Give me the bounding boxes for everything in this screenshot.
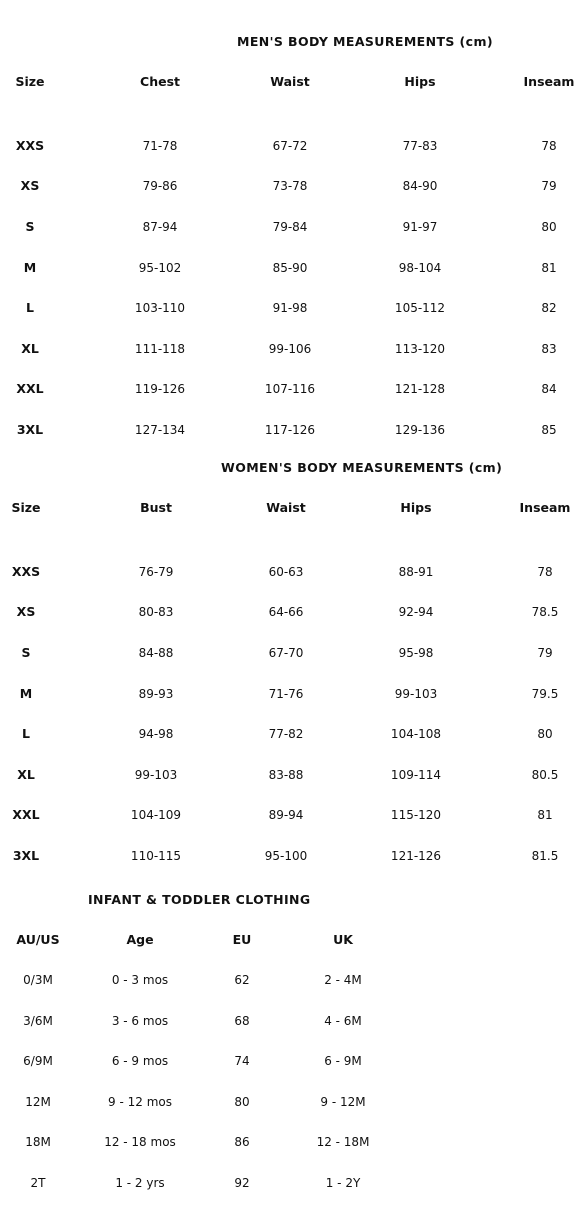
men-title: MEN'S BODY MEASUREMENTS (cm) <box>237 34 493 49</box>
women-value-cell: 76-79 <box>138 565 174 579</box>
women-value-cell: 104-109 <box>130 808 182 822</box>
infant-value-cell: 3 - 6 mos <box>111 1014 169 1028</box>
men-value-cell: 71-78 <box>142 139 178 153</box>
infant-value-cell: 6 - 9 mos <box>111 1054 169 1068</box>
men-value-cell: 67-72 <box>272 139 308 153</box>
women-value-cell: 110-115 <box>130 849 182 863</box>
men-size-cell: XL <box>21 341 39 356</box>
women-value-cell: 78.5 <box>531 605 559 619</box>
women-size-cell: S <box>21 645 31 660</box>
infant-value-cell: 68 <box>234 1014 250 1028</box>
women-value-cell: 60-63 <box>268 565 304 579</box>
women-value-cell: 80 <box>537 727 553 741</box>
men-value-cell: 98-104 <box>398 261 442 275</box>
men-value-cell: 105-112 <box>394 301 446 315</box>
men-value-cell: 80 <box>541 220 557 234</box>
women-value-cell: 115-120 <box>390 808 442 822</box>
infant-value-cell: 2 - 4M <box>324 973 362 987</box>
women-size-cell: XL <box>17 767 35 782</box>
infant-header-cell: EU <box>232 932 252 947</box>
infant-header-cell: AU/US <box>16 932 60 947</box>
infant-value-cell: 92 <box>234 1176 250 1190</box>
women-value-cell: 79 <box>537 646 553 660</box>
infant-value-cell: 1 - 2 yrs <box>115 1176 165 1190</box>
men-value-cell: 84 <box>541 382 557 396</box>
women-value-cell: 95-100 <box>264 849 308 863</box>
women-value-cell: 89-94 <box>268 808 304 822</box>
men-value-cell: 117-126 <box>264 423 316 437</box>
men-value-cell: 87-94 <box>142 220 178 234</box>
men-value-cell: 85-90 <box>272 261 308 275</box>
men-value-cell: 91-97 <box>402 220 438 234</box>
men-value-cell: 127-134 <box>134 423 186 437</box>
women-value-cell: 78 <box>537 565 553 579</box>
women-value-cell: 77-82 <box>268 727 304 741</box>
infant-size-cell: 6/9M <box>23 1054 53 1068</box>
men-value-cell: 119-126 <box>134 382 186 396</box>
men-header-cell: Size <box>15 74 45 89</box>
men-value-cell: 78 <box>541 139 557 153</box>
infant-size-cell: 3/6M <box>23 1014 53 1028</box>
women-value-cell: 71-76 <box>268 687 304 701</box>
women-value-cell: 94-98 <box>138 727 174 741</box>
infant-size-cell: 0/3M <box>23 973 53 987</box>
men-size-cell: L <box>26 300 34 315</box>
men-value-cell: 82 <box>541 301 557 315</box>
women-size-cell: 3XL <box>12 848 40 863</box>
men-value-cell: 107-116 <box>264 382 316 396</box>
women-value-cell: 80-83 <box>138 605 174 619</box>
women-header-cell: Hips <box>400 500 432 515</box>
men-value-cell: 79-86 <box>142 179 178 193</box>
infant-size-cell: 2T <box>30 1176 46 1190</box>
men-size-cell: XXS <box>15 138 45 153</box>
men-value-cell: 91-98 <box>272 301 308 315</box>
women-title: WOMEN'S BODY MEASUREMENTS (cm) <box>221 460 503 475</box>
women-value-cell: 109-114 <box>390 768 442 782</box>
women-value-cell: 89-93 <box>138 687 174 701</box>
infant-value-cell: 12 - 18M <box>316 1135 370 1149</box>
men-value-cell: 113-120 <box>394 342 446 356</box>
men-value-cell: 85 <box>541 423 557 437</box>
women-value-cell: 99-103 <box>134 768 178 782</box>
women-header-cell: Waist <box>266 500 306 515</box>
women-value-cell: 83-88 <box>268 768 304 782</box>
men-header-cell: Chest <box>140 74 180 89</box>
men-size-cell: M <box>23 260 37 275</box>
men-size-cell: 3XL <box>16 422 44 437</box>
infant-value-cell: 80 <box>234 1095 250 1109</box>
men-value-cell: 79 <box>541 179 557 193</box>
men-value-cell: 103-110 <box>134 301 186 315</box>
women-value-cell: 99-103 <box>394 687 438 701</box>
men-value-cell: 121-128 <box>394 382 446 396</box>
men-value-cell: 73-78 <box>272 179 308 193</box>
infant-size-cell: 12M <box>25 1095 51 1109</box>
men-header-cell: Inseam <box>523 74 575 89</box>
women-value-cell: 121-126 <box>390 849 442 863</box>
infant-value-cell: 74 <box>234 1054 250 1068</box>
women-size-cell: M <box>19 686 33 701</box>
women-header-cell: Inseam <box>519 500 571 515</box>
men-size-cell: XXL <box>16 381 44 396</box>
infant-title: INFANT & TODDLER CLOTHING <box>88 892 311 907</box>
women-value-cell: 67-70 <box>268 646 304 660</box>
infant-header-cell: UK <box>333 932 353 947</box>
women-size-cell: L <box>22 726 30 741</box>
infant-value-cell: 6 - 9M <box>324 1054 362 1068</box>
infant-header-cell: Age <box>126 932 154 947</box>
men-value-cell: 111-118 <box>134 342 186 356</box>
women-size-cell: XS <box>16 604 36 619</box>
women-header-cell: Bust <box>140 500 172 515</box>
infant-value-cell: 9 - 12 mos <box>108 1095 172 1109</box>
infant-value-cell: 62 <box>234 973 250 987</box>
women-value-cell: 81 <box>537 808 553 822</box>
men-value-cell: 99-106 <box>268 342 312 356</box>
women-size-cell: XXL <box>12 807 40 822</box>
women-value-cell: 84-88 <box>138 646 174 660</box>
men-value-cell: 84-90 <box>402 179 438 193</box>
infant-value-cell: 1 - 2Y <box>325 1176 361 1190</box>
men-value-cell: 77-83 <box>402 139 438 153</box>
men-header-cell: Waist <box>270 74 310 89</box>
infant-value-cell: 0 - 3 mos <box>111 973 169 987</box>
infant-value-cell: 12 - 18 mos <box>104 1135 176 1149</box>
men-value-cell: 79-84 <box>272 220 308 234</box>
men-value-cell: 81 <box>541 261 557 275</box>
men-header-cell: Hips <box>404 74 436 89</box>
men-value-cell: 83 <box>541 342 557 356</box>
men-value-cell: 129-136 <box>394 423 446 437</box>
women-value-cell: 104-108 <box>390 727 442 741</box>
men-size-cell: XS <box>20 178 40 193</box>
women-value-cell: 64-66 <box>268 605 304 619</box>
infant-size-cell: 18M <box>25 1135 51 1149</box>
men-value-cell: 95-102 <box>138 261 182 275</box>
women-value-cell: 92-94 <box>398 605 434 619</box>
women-size-cell: XXS <box>11 564 41 579</box>
infant-value-cell: 86 <box>234 1135 250 1149</box>
women-value-cell: 80.5 <box>531 768 559 782</box>
women-value-cell: 88-91 <box>398 565 434 579</box>
women-value-cell: 81.5 <box>531 849 559 863</box>
women-value-cell: 79.5 <box>531 687 559 701</box>
women-value-cell: 95-98 <box>398 646 434 660</box>
women-header-cell: Size <box>11 500 41 515</box>
infant-value-cell: 4 - 6M <box>324 1014 362 1028</box>
infant-value-cell: 9 - 12M <box>320 1095 366 1109</box>
men-size-cell: S <box>25 219 35 234</box>
